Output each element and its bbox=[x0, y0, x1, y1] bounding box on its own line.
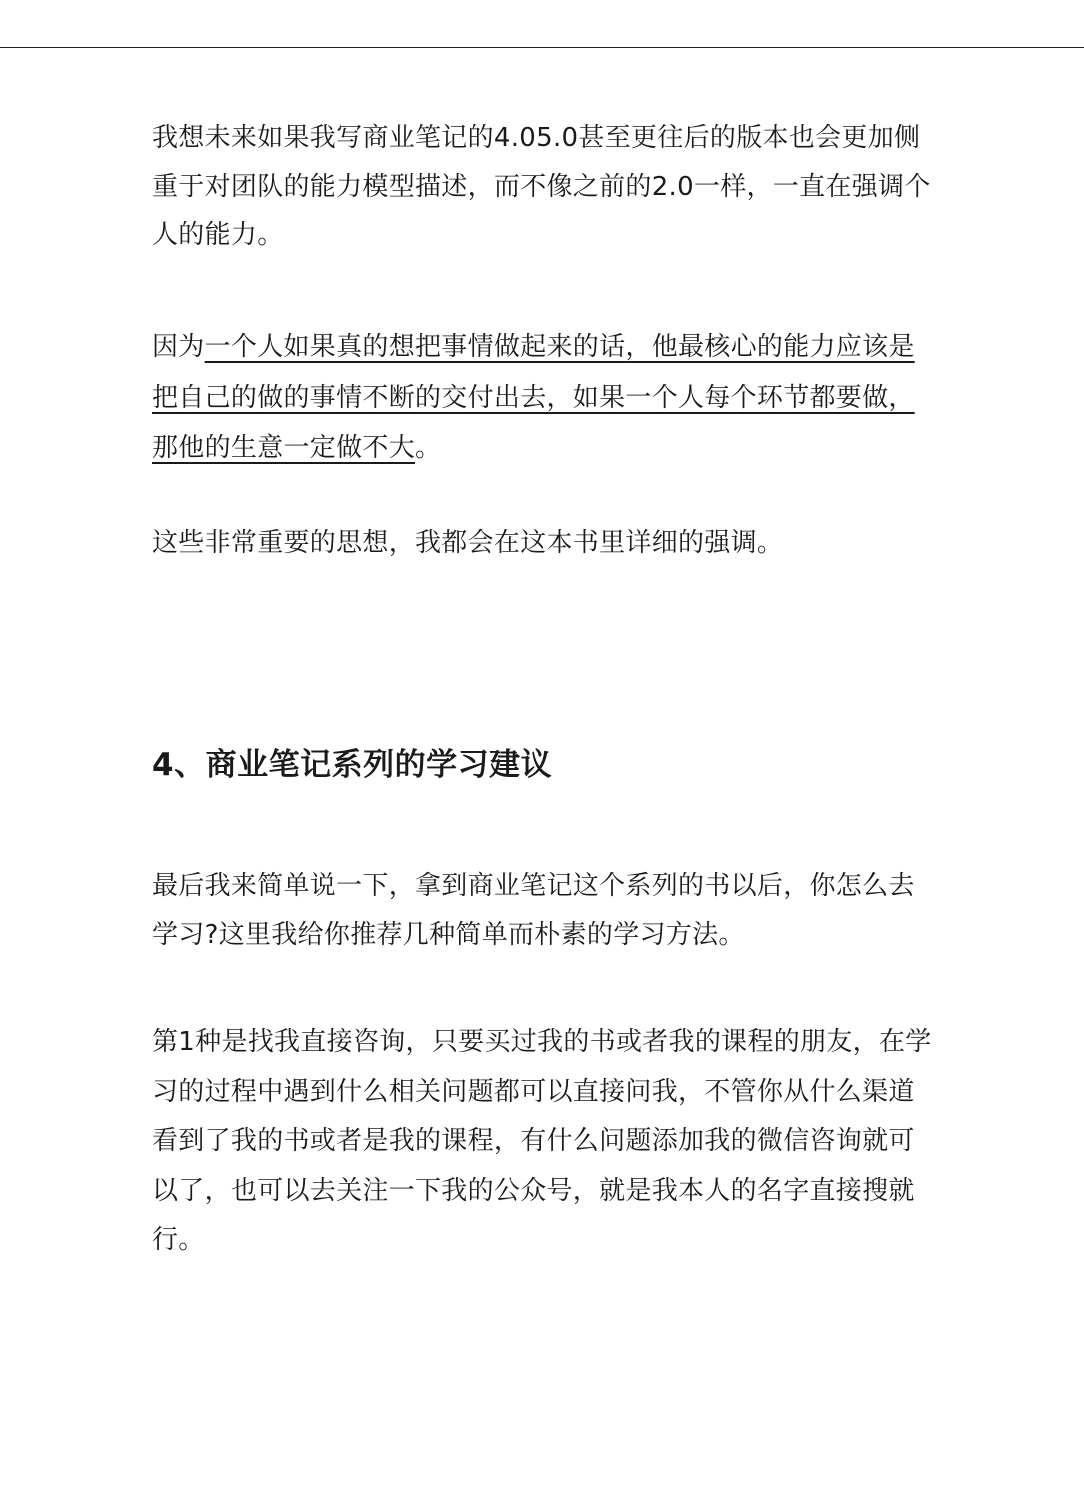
paragraph-delegation bbox=[152, 322, 932, 474]
section-heading: 4、商业笔记系列的学习建议 bbox=[152, 747, 553, 783]
paragraph-delegation-tail: 。 bbox=[415, 433, 442, 463]
paragraph-delegation-lead: 因为 bbox=[152, 332, 205, 362]
paragraph-emphasis: 这些非常重要的思想，我都会在这本书里详细的强调。 bbox=[152, 528, 784, 558]
paragraph-method-one: 第1种是找我直接咨询，只要买过我的书或者我的课程的朋友，在学习的过程中遇到什么相关问题都可以直接问我，不管你从什么渠道看到了我的书或者是我的课程，有什么问题添加我的微信咨询就可以了，也可以去关注一下我的公众号，就是我本人的名字直接搜就行。 bbox=[152, 1027, 932, 1255]
paragraph-team-model: 我想未来如果我写商业笔记的4.05.0甚至更往后的版本也会更加侧重于对团队的能力模型描述，而不像之前的2.0一样，一直在强调个人的能力。 bbox=[152, 123, 931, 250]
header-divider bbox=[0, 47, 1084, 48]
underlined-key-sentence: 一个人如果真的想把事情做起来的话，他最核心的能力应该是把自己的做的事情不断的交付出去，如果一个人每个环节都要做，那他的生意一定做不大 bbox=[152, 332, 915, 463]
paragraph-learning-intro: 最后我来简单说一下，拿到商业笔记这个系列的书以后，你怎么去学习?这里我给你推荐几种简单而朴素的学习方法。 bbox=[152, 871, 915, 950]
